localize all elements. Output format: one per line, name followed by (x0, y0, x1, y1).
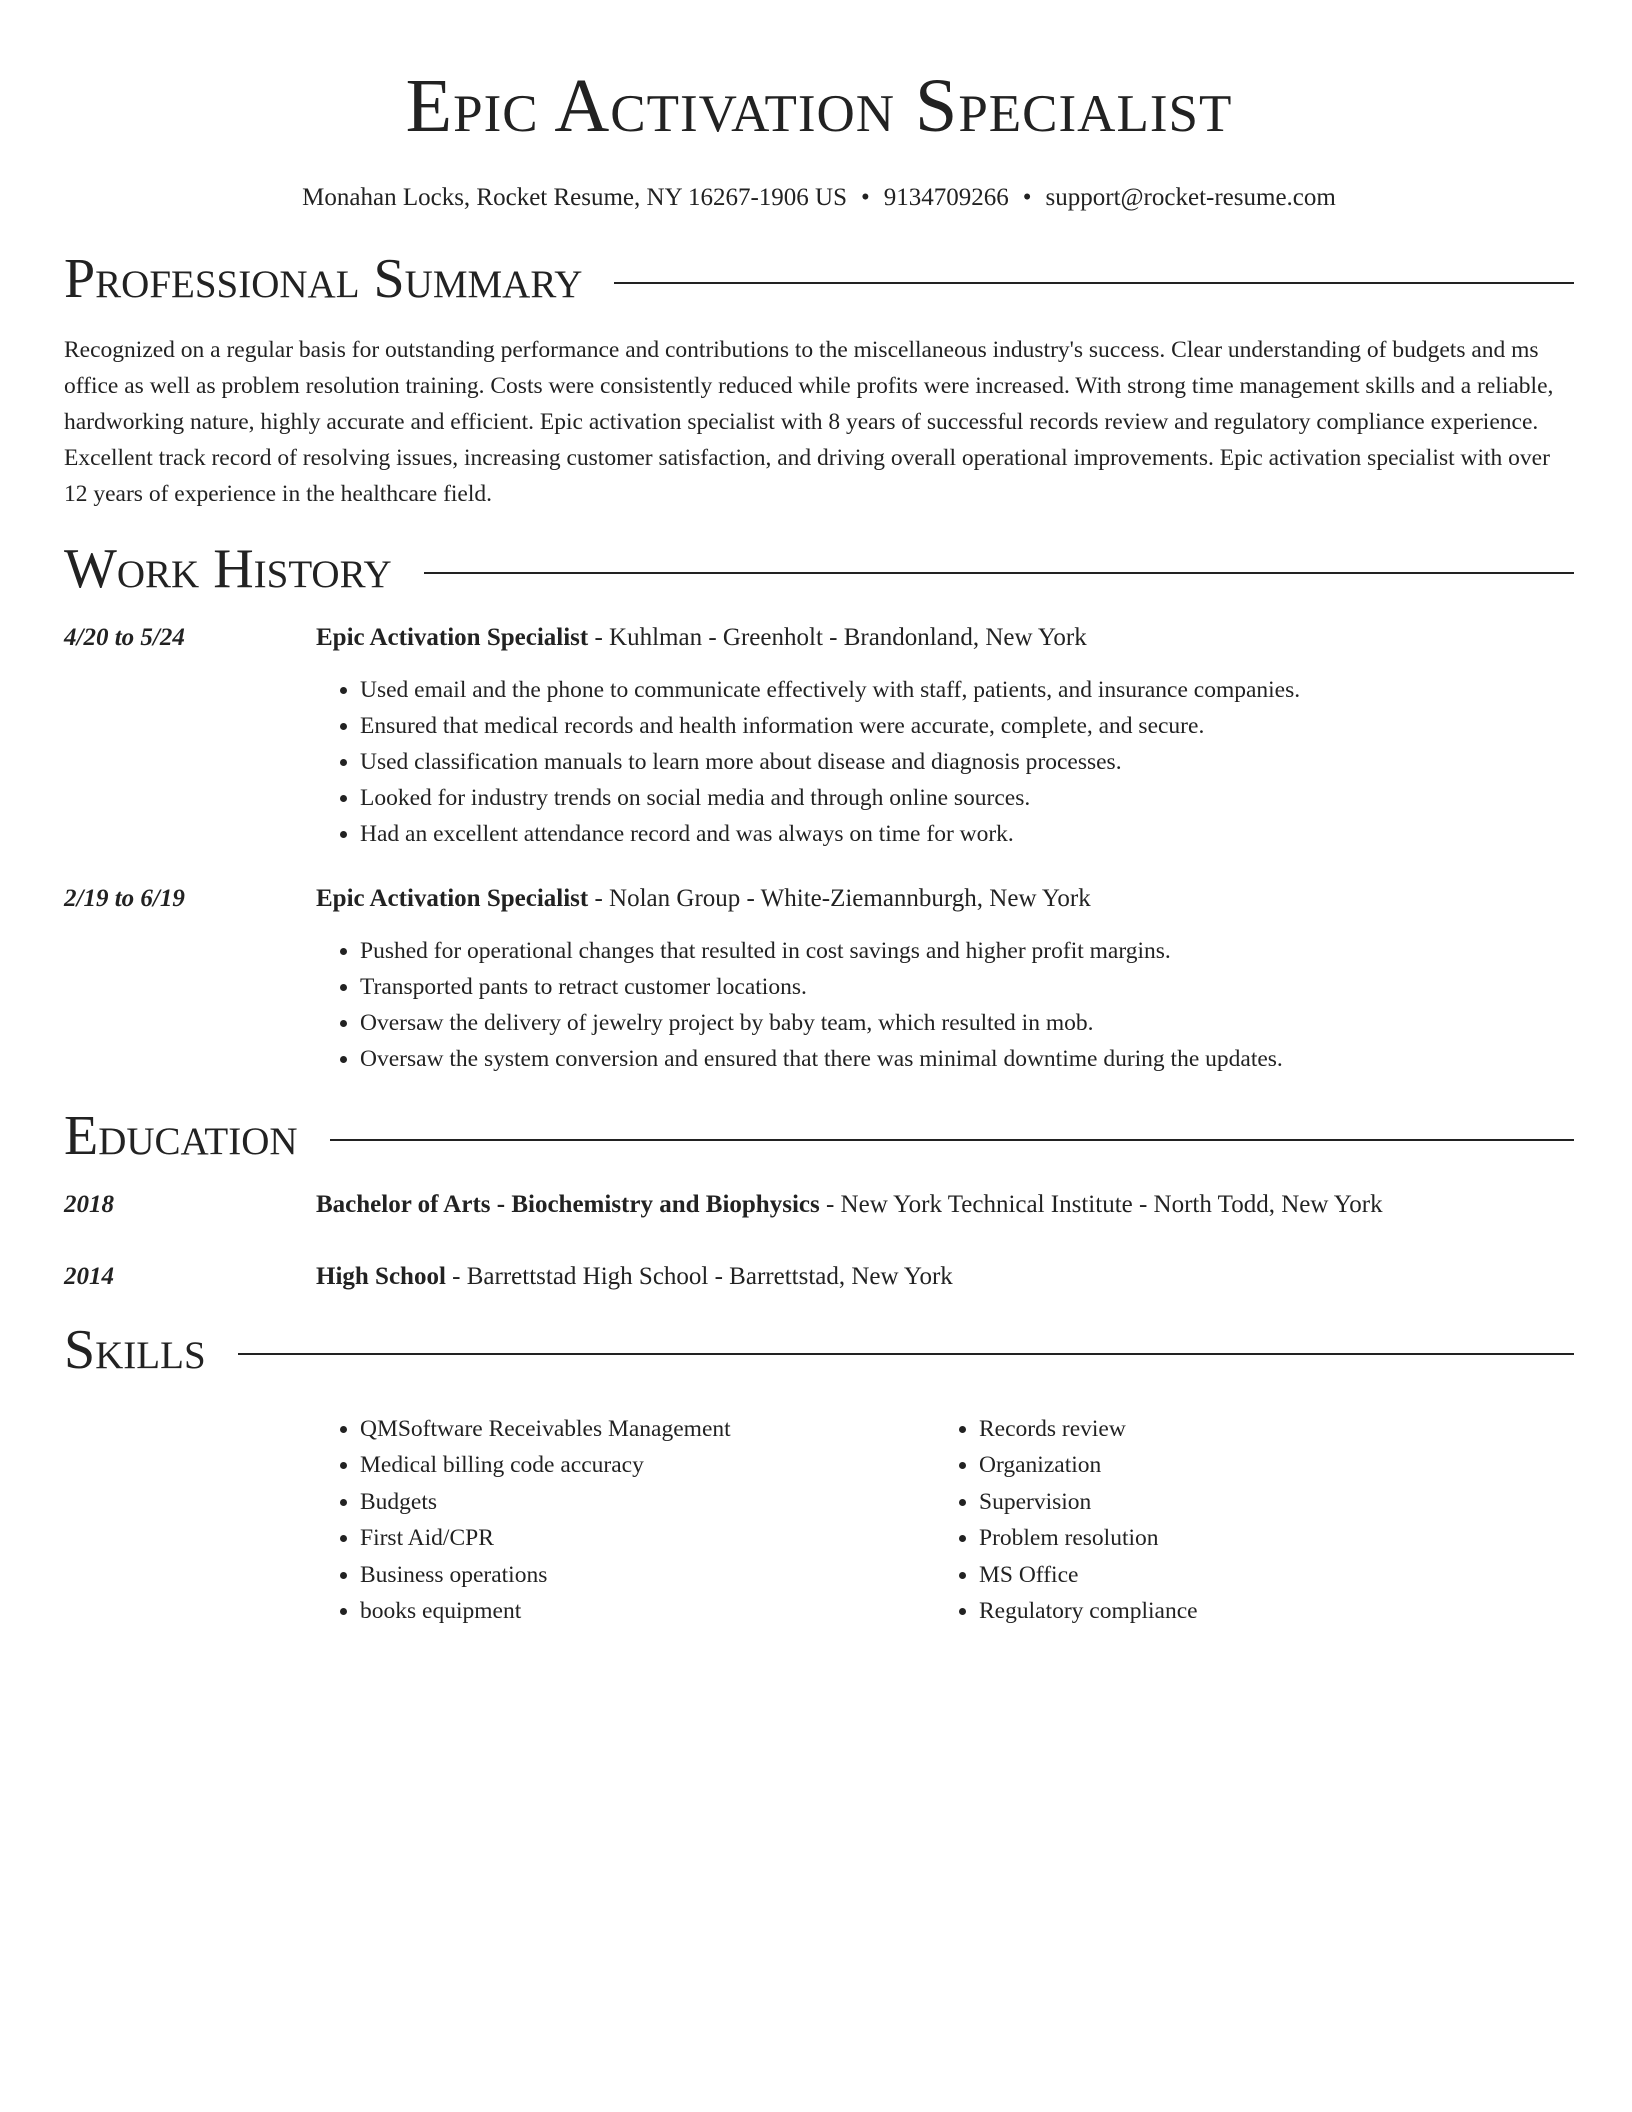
education-details: - New York Technical Institute - North Todd, New York (819, 1191, 1383, 1218)
contact-separator: • (1022, 184, 1032, 211)
education-degree: Bachelor of Arts - Biochemistry and Biophysics (316, 1191, 820, 1218)
contact-line (64, 182, 1574, 214)
job-title (316, 622, 1574, 654)
contact-separator: • (861, 184, 870, 211)
list-item: • Regulatory compliance (979, 1593, 1198, 1629)
job-details: - Kuhlman - Greenholt - Brandonland, New York (588, 624, 1087, 651)
job-entry (64, 883, 1574, 1077)
list-item: • Medical billing code accuracy (360, 1447, 935, 1483)
education-entry (64, 1189, 1574, 1221)
list-item: • Looked for industry trends on social media and through online sources. (360, 780, 1574, 816)
job-body (316, 883, 1574, 1077)
skills-column-right (935, 1411, 1198, 1629)
education-entry (64, 1261, 1574, 1293)
list-item: • Ensured that medical records and health information were accurate, complete, and secure. (360, 708, 1574, 744)
list-item: • Used email and the phone to communicate effectively with staff, patients, and insurance companies. (360, 672, 1574, 708)
skills-heading: Skills (64, 1319, 206, 1381)
list-item: • Used classification manuals to learn more about disease and diagnosis processes. (360, 744, 1574, 780)
job-role: Epic Activation Specialist (316, 624, 589, 651)
list-item: • Budgets (360, 1484, 935, 1520)
education-title (316, 1261, 1574, 1293)
work-section-header (64, 534, 1574, 604)
list-item: • Transported pants to retract customer locations. (360, 969, 1574, 1005)
resume-name: Epic Activation Specialist (405, 64, 1233, 148)
job-role: Epic Activation Specialist (316, 885, 589, 912)
section-divider (238, 1353, 1574, 1355)
list-item: • MS Office (979, 1557, 1198, 1593)
education-title (316, 1189, 1574, 1221)
list-item: • Oversaw the system conversion and ensured that there was minimal downtime during the updates. (360, 1041, 1574, 1077)
list-item: • Had an excellent attendance record and was always on time for work. (360, 816, 1574, 852)
resume-page (64, 0, 1574, 1629)
contact-email: support@rocket-resume.com (1045, 184, 1336, 211)
list-item: • Supervision (979, 1484, 1198, 1520)
summary-heading: Professional Summary (64, 248, 583, 310)
job-details: - Nolan Group - White-Ziemannburgh, New York (588, 885, 1091, 912)
skills-column-left (316, 1411, 935, 1629)
list-item: • Pushed for operational changes that resulted in cost savings and higher profit margins. (360, 933, 1574, 969)
education-heading: Education (64, 1105, 298, 1167)
list-item: • First Aid/CPR (360, 1520, 935, 1556)
section-divider (424, 572, 1574, 574)
education-details: - Barrettstad High School - Barrettstad, New York (445, 1263, 953, 1290)
job-title (316, 883, 1574, 915)
list-item: • Business operations (360, 1557, 935, 1593)
job-dates: 2/19 to 6/19 (64, 885, 185, 912)
section-divider (614, 282, 1574, 284)
summary-text: Recognized on a regular basis for outstanding performance and contributions to the miscellaneous industry's success. Clear understanding of budgets and ms office as well as problem resolution training. Costs were consistently reduced while profits were increased. With strong time management skills and a reliable, hardworking nature, highly accurate and efficient. Epic activation specialist with 8 years of successful records review and regulatory compliance experience. Excellent track record of resolving issues, increasing customer satisfaction, and driving overall operational improvements. Epic activation specialist with over 12 years of experience in the healthcare field. (64, 337, 1554, 507)
skills-section-header (64, 1315, 1574, 1385)
education-section-header (64, 1101, 1574, 1171)
job-dates: 4/20 to 5/24 (64, 624, 185, 651)
list-item: • Organization (979, 1447, 1198, 1483)
list-item: • books equipment (360, 1593, 935, 1629)
work-heading: Work History (64, 538, 392, 600)
list-item: • Oversaw the delivery of jewelry project by baby team, which resulted in mob. (360, 1005, 1574, 1041)
job-entry (64, 622, 1574, 852)
education-year: 2018 (64, 1191, 114, 1218)
job-bullets (316, 672, 1574, 852)
job-body (316, 622, 1574, 852)
list-item: • Records review (979, 1411, 1198, 1447)
job-bullets (316, 933, 1574, 1077)
summary-section-header (64, 244, 1574, 314)
section-divider (330, 1139, 1574, 1141)
education-degree: High School (316, 1263, 446, 1290)
contact-address: Monahan Locks, Rocket Resume, NY 16267-1906 US (302, 184, 847, 211)
education-year: 2014 (64, 1263, 114, 1290)
list-item: • Problem resolution (979, 1520, 1198, 1556)
contact-phone: 9134709266 (883, 184, 1009, 211)
skills-list (316, 1411, 1574, 1629)
list-item: • QMSoftware Receivables Management (360, 1411, 935, 1447)
